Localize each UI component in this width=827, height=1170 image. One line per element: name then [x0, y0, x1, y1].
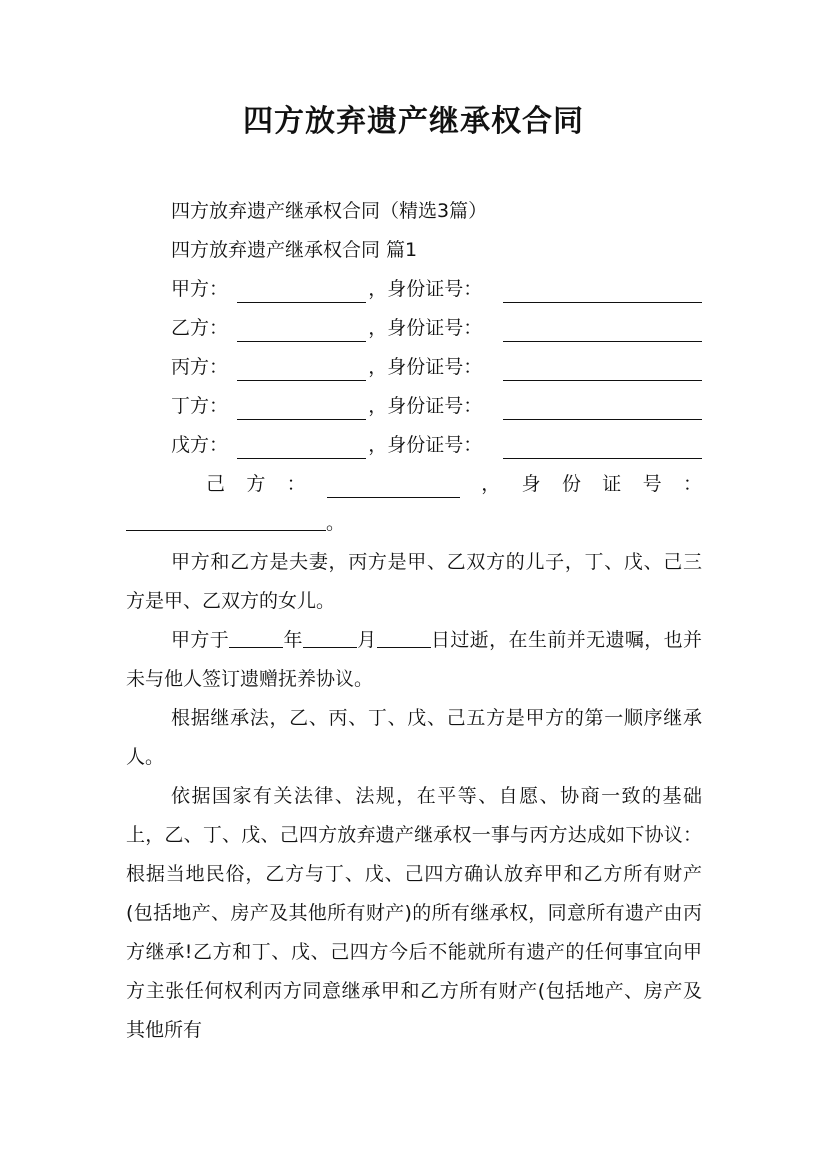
ji-id-line [126, 504, 702, 543]
party-label: 甲方： [171, 278, 229, 300]
ji-char: ： [682, 473, 702, 495]
year-blank[interactable] [229, 621, 283, 648]
ji-char: 证 [602, 473, 622, 495]
ji-char: ： [286, 473, 306, 495]
id-blank[interactable] [503, 432, 702, 459]
id-blank[interactable] [503, 354, 702, 381]
id-label: ，身份证号： [368, 356, 483, 378]
id-blank[interactable] [126, 504, 326, 531]
id-blank[interactable] [503, 276, 702, 303]
id-blank[interactable] [503, 315, 702, 342]
party-line-ji [126, 465, 702, 504]
party-line-wu [126, 426, 702, 465]
ji-char: ， [481, 473, 501, 495]
end-mark: 。 [326, 512, 346, 534]
name-blank[interactable] [237, 354, 367, 381]
paragraph-3: 根据继承法，乙、丙、丁、戊、己五方是甲方的第一顺序继承人。 [126, 707, 702, 768]
party-label: 乙方： [171, 317, 229, 339]
ji-char: 方 [246, 473, 266, 495]
name-blank[interactable] [237, 393, 367, 420]
day-blank[interactable] [377, 621, 431, 648]
party-label: 戊方： [171, 434, 229, 456]
paragraph-4: 依据国家有关法律、法规，在平等、自愿、协商一致的基础上，乙、丁、戊、己四方放弃遗产继承权一事与丙方达成如下协议：根据当地民俗，乙方与丁、戊、己四方确认放弃甲和乙方所有财产(包括地产、房产及其他所有财产)的所有继承权，同意所有遗产由丙方继承!乙方和丁、戊、己四方今后不能就所有遗产的任何事宜向甲方主张任何权利丙方同意继承甲和乙方所有财产(包括地产、房产及其他所有 [126, 785, 702, 1041]
para2-text-c: 月 [356, 629, 377, 651]
name-blank[interactable] [237, 276, 367, 303]
month-blank[interactable] [303, 621, 357, 648]
party-line-yi [126, 309, 702, 348]
party-line-ding [126, 387, 702, 426]
document-title: 四方放弃遗产继承权合同 [243, 104, 584, 139]
ji-char: 己 [206, 473, 226, 495]
ji-char: 号 [642, 473, 662, 495]
id-label: ，身份证号： [368, 434, 483, 456]
ji-char: 份 [561, 473, 581, 495]
para2-text-a: 甲方于 [171, 629, 230, 651]
ji-char: 身 [521, 473, 541, 495]
party-line-jia [126, 270, 702, 309]
id-blank[interactable] [503, 393, 702, 420]
section-heading: 四方放弃遗产继承权合同 篇1 [171, 239, 418, 261]
document-body [126, 192, 702, 1050]
name-blank[interactable] [237, 432, 367, 459]
party-label: 丙方： [171, 356, 229, 378]
document-subtitle: 四方放弃遗产继承权合同（精选3篇） [171, 200, 488, 222]
para2-text-d: 日过逝，在生前并无遗嘱，也并未与他人签订遗赠抚养协议。 [126, 629, 702, 690]
party-line-bing [126, 348, 702, 387]
paragraph-2 [126, 621, 702, 699]
name-blank[interactable] [327, 471, 460, 498]
party-label: 丁方： [171, 395, 229, 417]
paragraph-1: 甲方和乙方是夫妻，丙方是甲、乙双方的儿子，丁、戊、己三方是甲、乙双方的女儿。 [126, 551, 702, 612]
id-label: ，身份证号： [368, 395, 483, 417]
id-label: ，身份证号： [368, 278, 483, 300]
para2-text-b: 年 [283, 629, 303, 651]
id-label: ，身份证号： [368, 317, 483, 339]
name-blank[interactable] [237, 315, 367, 342]
